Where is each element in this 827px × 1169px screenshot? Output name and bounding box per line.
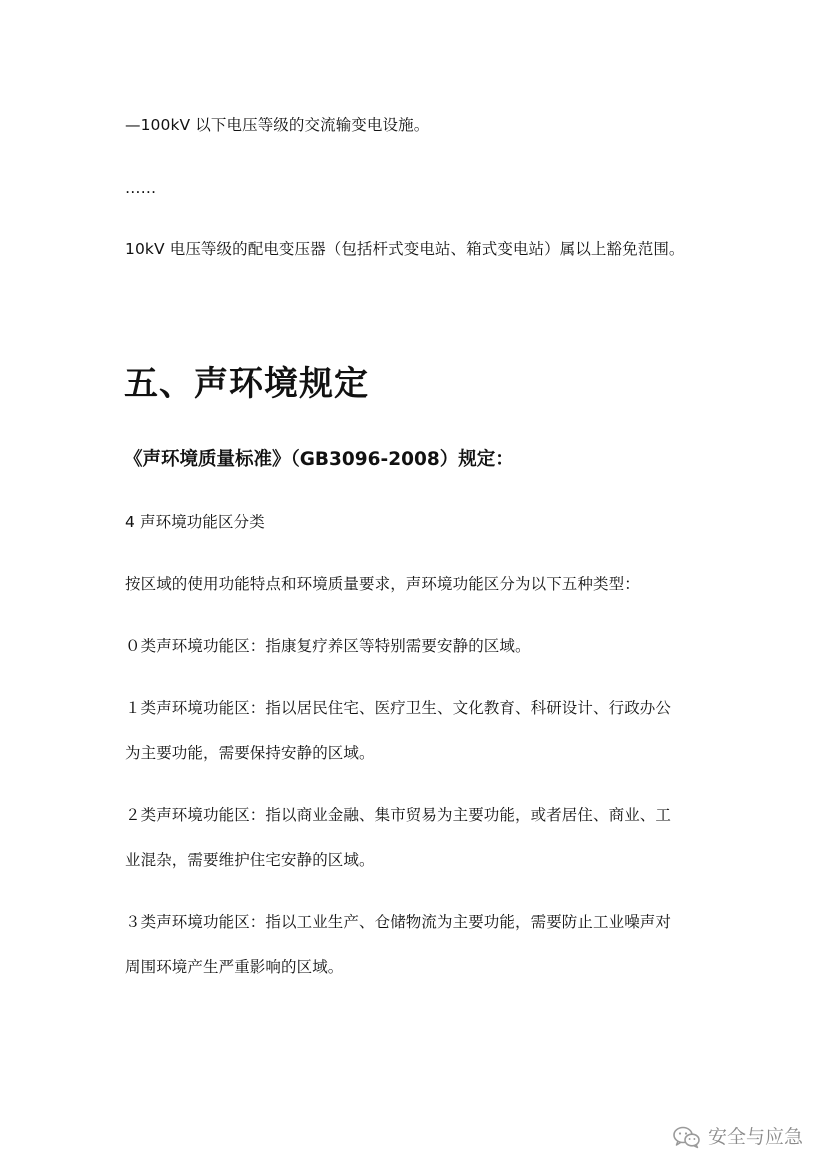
class-1-paragraph-line1: １类声环境功能区：指以居民住宅、医疗卫生、文化教育、科研设计、行政办公 bbox=[125, 699, 672, 717]
class-2-paragraph-line1: ２类声环境功能区：指以商业金融、集市贸易为主要功能，或者居住、商业、工 bbox=[125, 806, 672, 824]
standard-subheading: 《声环境质量标准》（GB3096-2008）规定： bbox=[124, 449, 514, 470]
class-2-paragraph-line2: 业混杂，需要维护住宅安静的区域。 bbox=[125, 851, 375, 869]
clause-heading: 4 声环境功能区分类 bbox=[125, 513, 265, 531]
class-1-paragraph-line2: 为主要功能，需要保持安静的区域。 bbox=[125, 744, 375, 762]
watermark-text: 安全与应急 bbox=[707, 1126, 803, 1148]
ellipsis-line: …… bbox=[125, 179, 157, 197]
class-3-paragraph-line2: 周围环境产生严重影响的区域。 bbox=[125, 958, 344, 976]
class-3-paragraph-line1: ３类声环境功能区：指以工业生产、仓储物流为主要功能，需要防止工业噪声对 bbox=[125, 913, 672, 931]
section-title: 五、声环境规定 bbox=[124, 364, 369, 404]
text-line-voltage-facilities: —100kV 以下电压等级的交流输变电设施。 bbox=[125, 116, 430, 134]
class-0-paragraph: ０类声环境功能区：指康复疗养区等特别需要安静的区域。 bbox=[125, 637, 531, 655]
text-line-exemption: 10kV 电压等级的配电变压器（包括杆式变电站、箱式变电站）属以上豁免范围。 bbox=[125, 240, 685, 258]
wechat-icon bbox=[672, 1125, 702, 1149]
paragraph-intro: 按区域的使用功能特点和环境质量要求，声环境功能区分为以下五种类型： bbox=[125, 575, 640, 593]
watermark bbox=[672, 1125, 803, 1149]
